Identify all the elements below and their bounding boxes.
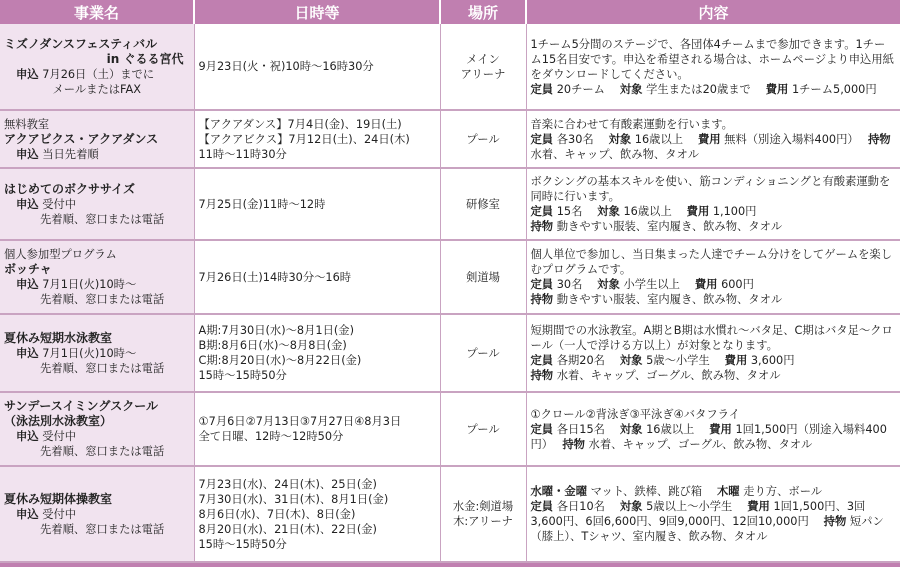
- apply-label: 申込: [16, 278, 39, 291]
- place-line: メイン: [466, 52, 500, 66]
- target-label: 対象: [597, 278, 620, 291]
- place-line: 木:アリーナ: [453, 515, 513, 528]
- apply-text: 当日先着順: [42, 147, 99, 161]
- header-event-name: 事業名: [0, 0, 194, 24]
- apply-label: 申込: [16, 507, 39, 521]
- target-label: 対象: [619, 500, 643, 513]
- table-header-row: [0, 0, 900, 24]
- content-text: 個人単位で参加し、当日集まった人達でチーム分けをしてゲームを楽しむプログラムです。: [530, 248, 893, 276]
- event-name-cell: [0, 466, 194, 562]
- apply-text: 7月1日(火)10時～: [42, 346, 137, 360]
- fee-label: 費用: [747, 500, 770, 513]
- fee-value: 1回1,500円、3回3,600円、6回6,600円、9回9,000円、12回10,000円: [530, 500, 866, 528]
- capacity-label: 定員: [530, 278, 554, 291]
- items-value: 水着、キャップ、ゴーグル、飲み物、タオル: [556, 369, 781, 382]
- apply-text: 受付中: [42, 430, 77, 443]
- items-label: 持物: [867, 132, 891, 146]
- event-name-cell: [0, 110, 194, 168]
- capacity-value: 15名: [556, 205, 583, 218]
- content-cell: [526, 240, 900, 314]
- capacity-label: 定員: [530, 354, 554, 367]
- target-value: 学生または20歳まで: [646, 82, 751, 96]
- table-row: [0, 314, 900, 392]
- date-line: 全て日曜、12時～12時50分: [198, 430, 344, 443]
- place-cell: [440, 110, 526, 168]
- apply-text: 受付中: [42, 197, 77, 211]
- content-text: 1チーム5分間のステージで、各団体4チームまで参加できます。1チーム15名目安です。申込を希望される場合は、ホームページより申込用紙をダウンロードしてください。: [530, 37, 894, 81]
- header-place: 場所: [440, 0, 526, 24]
- fee-value: 3,600円: [750, 354, 795, 367]
- place-line: 水金:剣道場: [452, 500, 514, 513]
- items-value: 水着、キャップ、ゴーグル、飲み物、タオル: [588, 437, 813, 451]
- content-cell: [526, 110, 900, 168]
- date-cell: [194, 168, 440, 240]
- capacity-label: 定員: [530, 422, 554, 436]
- items-label: 持物: [530, 293, 554, 306]
- event-title-2: （泳法別水泳教室）: [4, 414, 113, 428]
- target-value: 16歳以上: [623, 205, 672, 218]
- capacity-label: 定員: [530, 500, 554, 513]
- fee-value: 1,100円: [712, 205, 757, 218]
- date-line: 8月6日(水)、7日(木)、8日(金): [198, 507, 356, 521]
- date-line: 【アクアダンス】7月4日(金)、19日(土): [198, 117, 402, 131]
- date-line: C期:8月20日(水)～8月22日(金): [198, 354, 362, 367]
- items-value: 動きやすい服装、室内履き、飲み物、タオル: [556, 220, 783, 233]
- items-value: 動きやすい服装、室内履き、飲み物、タオル: [556, 293, 783, 306]
- event-title: ボッチャ: [4, 262, 52, 276]
- target-value: 小学生以上: [623, 278, 680, 291]
- content-text: 音楽に合わせて有酸素運動を行います。: [530, 117, 733, 131]
- fee-value: 無料（別途入場料400円）: [724, 132, 854, 146]
- target-value: 5歳～小学生: [646, 354, 710, 367]
- place-line: 剣道場: [466, 270, 500, 284]
- capacity-value: 各日10名: [556, 500, 605, 513]
- table-row: [0, 168, 900, 240]
- fee-value: 1チーム5,000円: [791, 82, 877, 96]
- table-row: [0, 466, 900, 562]
- apply-text: 7月26日（土）までに: [42, 67, 155, 81]
- apply-method: 先着順、窓口または電話: [40, 445, 165, 458]
- content-text: ボクシングの基本スキルを使い、筋コンディショニングと有酸素運動を同時に行います。: [530, 175, 891, 203]
- fee-label: 費用: [724, 354, 748, 367]
- table-row: [0, 240, 900, 314]
- fee-value: 600円: [721, 278, 754, 291]
- event-title: 夏休み短期体操教室: [4, 491, 113, 506]
- place-cell: [440, 392, 526, 466]
- place-line: プール: [466, 346, 500, 360]
- content-text: ①クロール②背泳ぎ③平泳ぎ④バタフライ: [530, 407, 740, 421]
- items-label: 持物: [562, 437, 585, 451]
- capacity-value: 各日15名: [556, 422, 605, 436]
- date-line: 7月26日(土)14時30分～16時: [198, 270, 352, 284]
- apply-label: 申込: [16, 197, 39, 211]
- place-line: プール: [466, 132, 500, 146]
- target-value: 5歳以上～小学生: [646, 500, 733, 513]
- date-line: 7月23日(水)、24日(木)、25日(金): [198, 477, 377, 491]
- apply-label: 申込: [16, 67, 39, 81]
- content-cell: [526, 168, 900, 240]
- apply-method: 先着順、窓口または電話: [40, 361, 165, 375]
- date-line: B期:8月6日(水)～8月8日(金): [198, 339, 347, 352]
- day1-label: 水曜・金曜: [530, 485, 587, 498]
- apply-label: 申込: [16, 147, 39, 161]
- day1-value: マット、鉄棒、跳び箱: [590, 485, 703, 498]
- capacity-value: 30名: [556, 278, 583, 291]
- content-cell: [526, 466, 900, 562]
- target-label: 対象: [619, 354, 643, 367]
- target-value: 16歳以上: [634, 132, 684, 146]
- place-cell: [440, 466, 526, 562]
- date-cell: [194, 110, 440, 168]
- date-line: 7月25日(金)11時～12時: [198, 197, 326, 211]
- event-prefix: 無料教室: [4, 117, 50, 131]
- capacity-label: 定員: [530, 205, 554, 218]
- place-line: プール: [466, 422, 500, 436]
- target-label: 対象: [619, 422, 643, 436]
- date-cell: [194, 24, 440, 110]
- items-label: 持物: [530, 369, 554, 382]
- header-content: 内容: [526, 0, 900, 24]
- event-title: アクアビクス・アクアダンス: [4, 131, 159, 146]
- date-cell: [194, 466, 440, 562]
- date-line: 9月23日(火・祝)10時～16時30分: [198, 60, 374, 73]
- date-cell: [194, 314, 440, 392]
- apply-method: 先着順、窓口または電話: [40, 212, 165, 226]
- fee-value: 1回1,500円（別途入場料400円）: [530, 422, 887, 451]
- event-name-cell: [0, 24, 194, 110]
- date-line: 15時～15時50分: [198, 537, 287, 551]
- items-label: 持物: [530, 220, 554, 233]
- table-row: [0, 392, 900, 466]
- event-name-cell: [0, 392, 194, 466]
- content-text: 短期間での水泳教室。A期とB期は水慣れ～バタ足、C期はバタ足～クロール（一人で浮ける方以上）が対象となります。: [530, 324, 893, 352]
- apply-label: 申込: [16, 430, 39, 443]
- target-label: 対象: [608, 132, 632, 146]
- fee-label: 費用: [765, 82, 789, 96]
- place-cell: [440, 24, 526, 110]
- date-cell: [194, 392, 440, 466]
- table-row: [0, 110, 900, 168]
- event-name-cell: [0, 314, 194, 392]
- apply-method: メールまたはFAX: [52, 82, 141, 96]
- event-prefix: 個人参加型プログラム: [4, 248, 117, 261]
- items-value: 短パン（膝上）、Tシャツ、室内履き、飲み物、タオル: [530, 515, 884, 543]
- target-label: 対象: [597, 205, 620, 218]
- capacity-label: 定員: [530, 132, 554, 146]
- place-cell: [440, 240, 526, 314]
- apply-label: 申込: [16, 346, 39, 360]
- event-title: サンデースイミングスクール: [4, 399, 158, 413]
- place-line: 研修室: [466, 197, 500, 211]
- apply-text: 7月1日(火)10時～: [42, 278, 137, 291]
- date-line: 7月30日(水)、31日(木)、8月1日(金): [198, 492, 389, 506]
- items-label: 持物: [823, 515, 847, 528]
- capacity-value: 各30名: [556, 132, 594, 146]
- fee-label: 費用: [697, 132, 721, 146]
- place-cell: [440, 314, 526, 392]
- event-subtitle: in ぐるる宮代: [106, 51, 184, 66]
- table-row: [0, 24, 900, 110]
- bottom-divider: [0, 563, 900, 567]
- target-label: 対象: [619, 82, 643, 96]
- items-value: 水着、キャップ、飲み物、タオル: [530, 147, 700, 161]
- event-title: ミズノダンスフェスティバル: [4, 36, 158, 51]
- event-title: 夏休み短期水泳教室: [4, 330, 113, 345]
- capacity-value: 20チーム: [556, 82, 605, 96]
- day2-label: 木曜: [717, 485, 740, 498]
- date-line: 8月20日(水)、21日(木)、22日(金): [198, 522, 377, 536]
- date-line: 11時～11時30分: [198, 147, 287, 161]
- place-line: アリーナ: [460, 67, 506, 81]
- date-cell: [194, 240, 440, 314]
- fee-label: 費用: [709, 422, 732, 436]
- date-line: ①7月6日②7月13日③7月27日④8月3日: [198, 415, 402, 428]
- apply-method: 先着順、窓口または電話: [40, 522, 165, 536]
- day2-value: 走り方、ボール: [743, 485, 823, 498]
- event-name-cell: [0, 240, 194, 314]
- event-title: はじめてのボクササイズ: [4, 181, 136, 196]
- place-cell: [440, 168, 526, 240]
- fee-label: 費用: [686, 205, 710, 218]
- apply-method: 先着順、窓口または電話: [40, 293, 165, 306]
- capacity-label: 定員: [530, 82, 554, 96]
- content-cell: [526, 314, 900, 392]
- header-date: 日時等: [194, 0, 440, 24]
- date-line: 15時～15時50分: [198, 369, 287, 382]
- apply-text: 受付中: [42, 507, 77, 521]
- date-line: 【アクアビクス】7月12日(土)、24日(木): [198, 132, 410, 146]
- fee-label: 費用: [694, 278, 718, 291]
- target-value: 16歳以上: [646, 422, 695, 436]
- date-line: A期:7月30日(水)～8月1日(金): [198, 324, 354, 337]
- capacity-value: 各期20名: [556, 354, 605, 367]
- content-cell: [526, 392, 900, 466]
- content-cell: [526, 24, 900, 110]
- event-name-cell: [0, 168, 194, 240]
